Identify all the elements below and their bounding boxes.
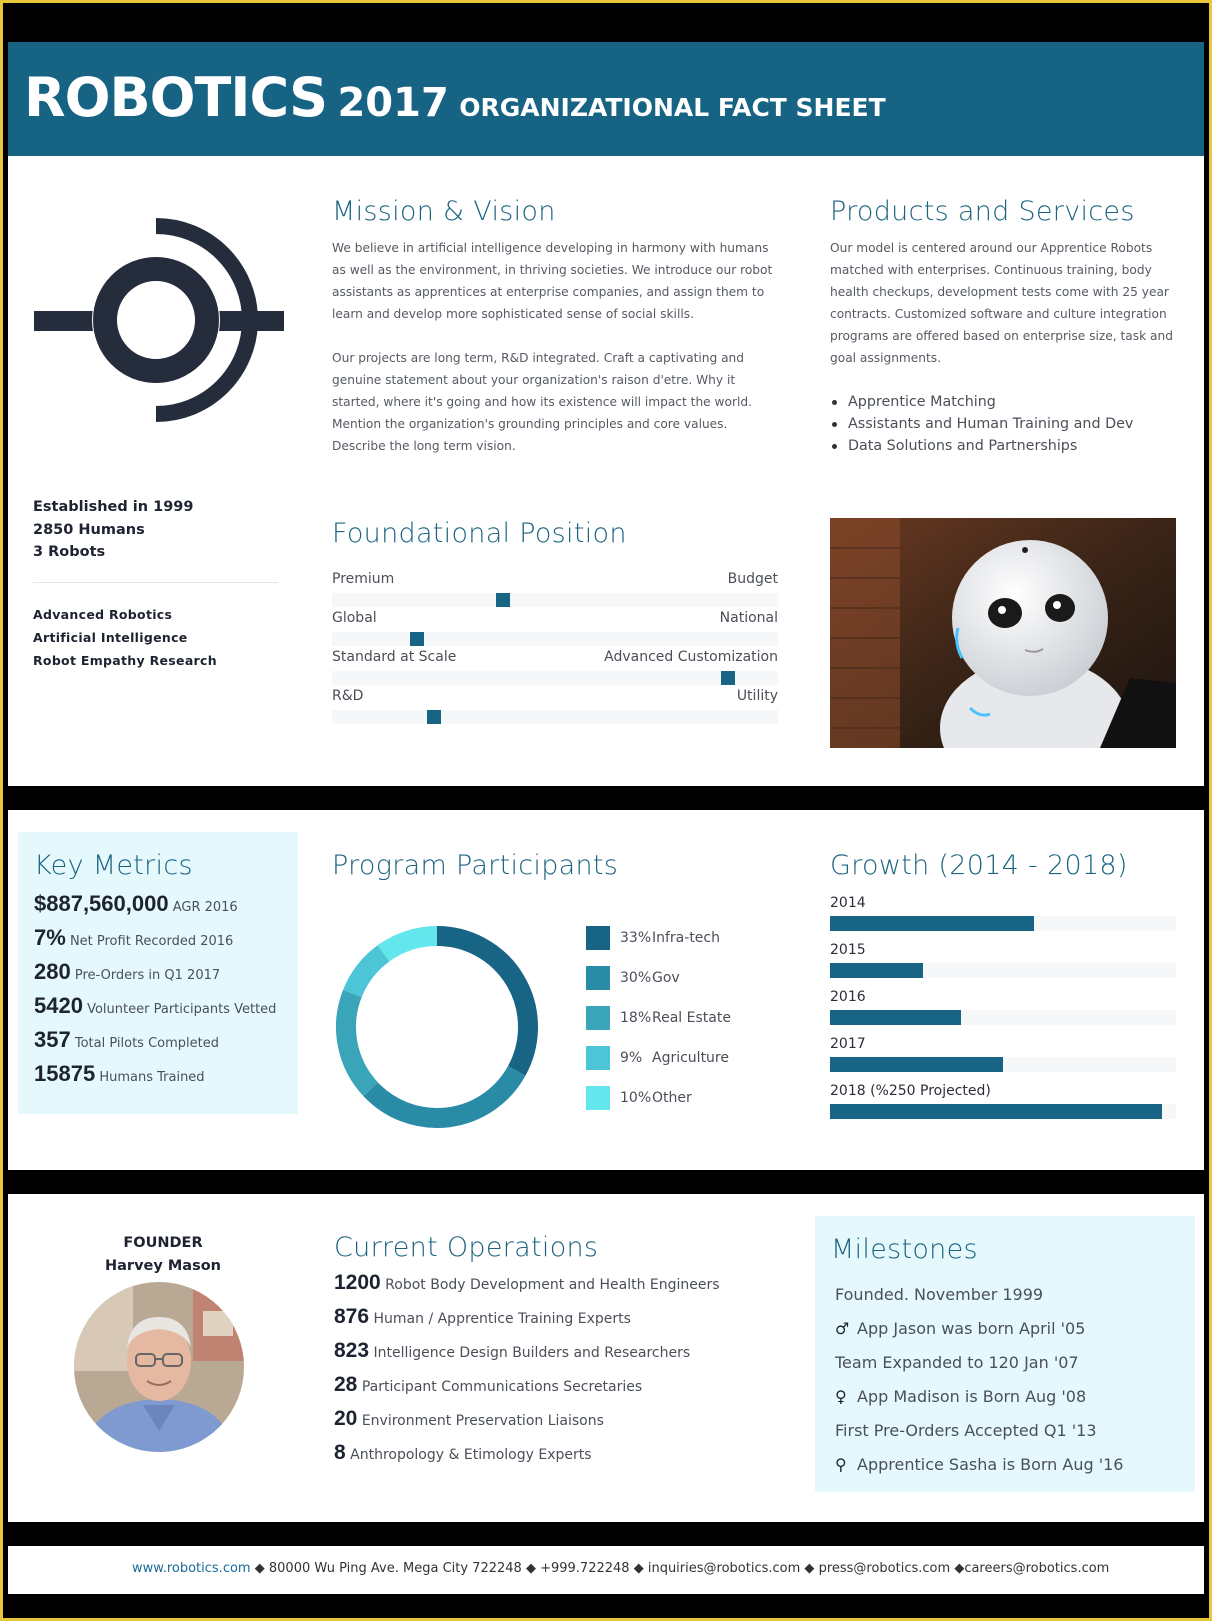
position-marker (721, 671, 735, 685)
growth-track (830, 1057, 1176, 1072)
metric-item: 7% Net Profit Recorded 2016 (34, 925, 234, 950)
metric-item: $887,560,000 AGR 2016 (34, 891, 238, 916)
growth-title: Growth (2014 - 2018) (830, 850, 1128, 881)
key-metrics-box (18, 832, 298, 1114)
facts-block (33, 496, 278, 672)
growth-label: 2018 (%250 Projected) (830, 1083, 991, 1099)
mission-paragraph: We believe in artificial intelligence developing in harmony with humans as well as the environment, in thriving societies. We introduce our robot assistants as apprentices at enterprise companies, and assign them to learn and develop more sophisticated sense of social skills. (332, 241, 773, 321)
founder-role: FOUNDER (123, 1235, 203, 1251)
fact-line: 3 Robots (33, 544, 106, 560)
growth-track (830, 1104, 1176, 1119)
brand-year: 2017 (337, 80, 449, 126)
position-right-label: Budget (727, 571, 778, 587)
divider (33, 582, 278, 583)
growth-bar (830, 916, 1034, 931)
products-list-item: Apprentice Matching (830, 391, 1182, 413)
position-sliders (332, 571, 778, 727)
participants-donut-chart (332, 922, 542, 1132)
growth-bar (830, 1057, 1003, 1072)
position-track (332, 593, 778, 607)
metric-item: 15875 Humans Trained (34, 1061, 205, 1086)
legend-item: 9% Agriculture (586, 1038, 731, 1078)
header-banner (8, 42, 1204, 156)
operations-item: 28 Participant Communications Secretaries (334, 1373, 643, 1396)
position-row (332, 649, 778, 688)
diamond-separator: ◆ (254, 1561, 265, 1576)
position-left-label: Standard at Scale (332, 649, 457, 665)
milestone-item: ♂ App Jason was born April '05 (835, 1318, 1086, 1338)
brand-title: ROBOTICS (24, 66, 328, 129)
growth-track (830, 1010, 1176, 1025)
position-row (332, 688, 778, 727)
position-left-label: Premium (332, 571, 395, 587)
donut-slice-other (384, 936, 437, 953)
milestone-item: Founded. November 1999 (835, 1284, 1044, 1304)
position-track (332, 632, 778, 646)
company-logo (34, 218, 284, 422)
fact-line: 2850 Humans (33, 521, 145, 538)
position-marker (427, 710, 441, 724)
donut-slice-agriculture (352, 953, 383, 993)
products-paragraph: Our model is centered around our Apprentice Robots matched with enterprises. Continuous training, body health checkups, development tests come with 25 year contracts. Customized software and culture integration programs are offered based on enterprise size, task and goal assignments. (830, 241, 1173, 365)
focus-line: Advanced Robotics (33, 606, 173, 622)
donut-slice-gov (371, 1071, 517, 1118)
footer (8, 1546, 1204, 1594)
header-subtitle: ORGANIZATIONAL FACT SHEET (459, 93, 886, 122)
donut-slice-real-estate (346, 994, 371, 1090)
participants-title: Program Participants (332, 850, 619, 881)
focus-line: Artificial Intelligence (33, 629, 188, 645)
position-track (332, 710, 778, 724)
milestone-item: ⚲ Apprentice Sasha is Born Aug '16 (835, 1454, 1124, 1474)
milestone-item: First Pre-Orders Accepted Q1 '13 (835, 1420, 1097, 1440)
mission-paragraph: Our projects are long term, R&D integrated. Craft a captivating and genuine statement about your organization's raison d'etre. Why it started, where it's going and how its existence will impact the world. Mention the organization's grounding principles and core values. Describe the long term vision. (332, 351, 752, 453)
fact-line: Established in 1999 (33, 499, 194, 515)
legend-item: 30% Gov (586, 958, 731, 998)
footer-website-link[interactable]: www.robotics.com (132, 1561, 251, 1576)
position-row (332, 610, 778, 649)
operations-item: 876 Human / Apprentice Training Experts (334, 1305, 631, 1328)
mission-title: Mission & Vision (332, 196, 556, 227)
male-icon: ♂ (835, 1318, 850, 1338)
products-title: Products and Services (830, 196, 1135, 227)
position-right-label: Utility (736, 688, 778, 704)
participants-legend (586, 918, 731, 1118)
footer-careers-email[interactable]: careers@robotics.com (964, 1561, 1110, 1576)
metric-item: 5420 Volunteer Participants Vetted (34, 993, 277, 1018)
position-marker (410, 632, 424, 646)
position-row (332, 571, 778, 610)
growth-label: 2016 (830, 989, 866, 1005)
neutral-icon: ⚲ (835, 1454, 847, 1474)
operations-item: 823 Intelligence Design Builders and Researchers (334, 1339, 691, 1362)
growth-bar (830, 963, 923, 978)
legend-item: 18% Real Estate (586, 998, 731, 1038)
growth-label: 2014 (830, 895, 866, 911)
metric-item: 357 Total Pilots Completed (34, 1027, 219, 1052)
founder-name: Harvey Mason (105, 1257, 221, 1274)
section-operations (8, 1194, 1204, 1522)
focus-line: Robot Empathy Research (33, 652, 217, 668)
growth-bar (830, 1104, 1162, 1119)
position-right-label: Advanced Customization (604, 649, 778, 665)
diamond-separator: ◆ (954, 1561, 965, 1576)
position-left-label: Global (332, 610, 377, 626)
diamond-separator: ◆ (804, 1561, 815, 1576)
milestone-item: ♀ App Madison is Born Aug '08 (835, 1386, 1087, 1406)
metric-item: 280 Pre-Orders in Q1 2017 (34, 959, 221, 984)
operations-item: 8 Anthropology & Etimology Experts (334, 1441, 592, 1464)
products-list (830, 391, 1182, 457)
robot-photo (830, 518, 1176, 748)
products-list-item: Data Solutions and Partnerships (830, 435, 1182, 457)
milestone-item: Team Expanded to 120 Jan '07 (835, 1352, 1079, 1372)
operations-item: 20 Environment Preservation Liaisons (334, 1407, 604, 1430)
diamond-separator: ◆ (633, 1561, 644, 1576)
legend-item: 33% Infra-tech (586, 918, 731, 958)
position-right-label: National (719, 610, 778, 626)
position-track (332, 671, 778, 685)
milestones-title: Milestones (831, 1234, 978, 1265)
footer-address: 80000 Wu Ping Ave. Mega City 722248 (268, 1561, 522, 1576)
section-metrics (8, 810, 1204, 1170)
diamond-separator: ◆ (525, 1561, 536, 1576)
operations-item: 1200 Robot Body Development and Health Engineers (334, 1271, 720, 1294)
growth-label: 2017 (830, 1036, 866, 1052)
products-list-item: Assistants and Human Training and Dev (830, 413, 1182, 435)
donut-slice-infra-tech (437, 936, 528, 1071)
position-marker (496, 593, 510, 607)
founder-photo (73, 1281, 245, 1453)
footer-inquiries-email[interactable]: inquiries@robotics.com (647, 1561, 801, 1576)
growth-bar-chart (830, 895, 1176, 1119)
growth-track (830, 916, 1176, 931)
metrics-title: Key Metrics (34, 850, 193, 881)
growth-bar (830, 1010, 961, 1025)
legend-item: 10% Other (586, 1078, 731, 1118)
position-title: Foundational Position (332, 518, 627, 549)
section-overview (8, 156, 1204, 786)
position-left-label: R&D (332, 688, 364, 704)
growth-track (830, 963, 1176, 978)
growth-label: 2015 (830, 942, 866, 958)
female-icon: ♀ (835, 1386, 847, 1406)
footer-phone: +999.722248 (540, 1561, 630, 1576)
footer-press-email[interactable]: press@robotics.com (818, 1561, 951, 1576)
milestones-box (815, 1216, 1195, 1492)
operations-title: Current Operations (334, 1232, 599, 1263)
